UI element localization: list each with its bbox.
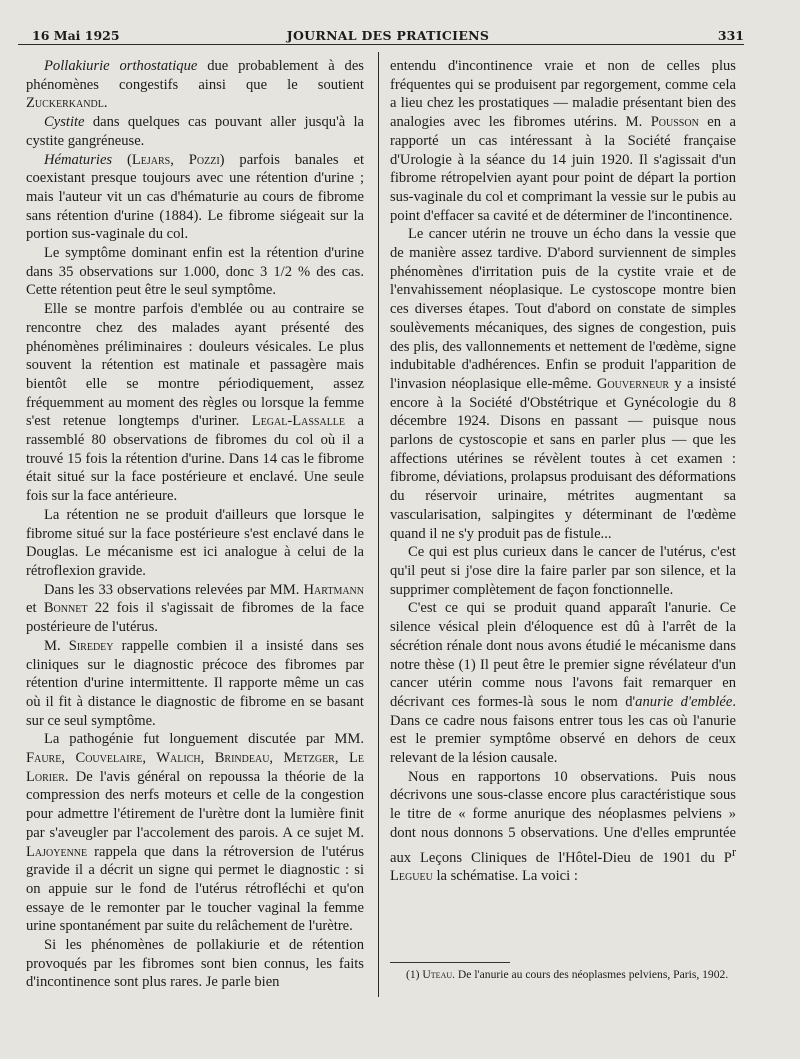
text: , <box>170 151 189 168</box>
text: dans quelques cas pouvant aller jusqu'à la cystite gangréneuse. <box>26 114 364 149</box>
author-name: Pousson <box>650 114 699 131</box>
text: entendu d'incontinence vraie et non de celles plus fréquentes qui se produisent par regorgement, comme cela a lieu chez les prostatiques — maladie présentant bien des analogies avec les fibromes utérins. M. <box>390 58 736 131</box>
text: . <box>103 95 108 112</box>
text: et <box>26 600 44 617</box>
header-rule <box>18 44 744 45</box>
text: a rassemblé 80 observations de fibromes du col où il a trouvé 15 fois la rétention d'urine. Dans 14 cas le fibrome était situé sur la face postérieure et enclavé. Une seule fois sur la face antérieure. <box>26 413 364 505</box>
author-name: Legueu <box>390 868 433 885</box>
paragraph: Si les phénomènes de pollakiurie et de rétention provoqués par les fibromes sont bien connus, les faits d'incontinence sont plus rares. Je parle bien <box>26 937 364 991</box>
paragraph <box>26 730 364 936</box>
author-name: Pozzi <box>188 151 220 168</box>
text: . Dans ce cadre nous faisons entrer tous les cas où l'anurie est le premier symptôme observé en dehors de ceux relevant de la lésion causale. <box>390 693 736 767</box>
paragraph <box>390 57 736 225</box>
text: en a rapporté un cas intéressant à la Société française d'Urologie à la séance du 14 juin 1920. Il s'agissait d'un fibrome rétropelvien ayant pour point de départ la portion sus-vaginale du col et comprimant la vessie sur le pubis au point d'effacer sa cavité et de déterminer de l'incontinence. <box>390 114 736 224</box>
paragraph: La rétention ne se produit d'ailleurs que lorsque le fibrome situé sur la face postérieure s'est enclavé dans le Douglas. Le mécanisme est ici analogue à celui de la rétroflexion gravide. <box>26 506 364 579</box>
paragraph <box>390 768 736 886</box>
author-name: Lajoyenne <box>26 843 88 860</box>
paragraph: Le symptôme dominant enfin est la rétention d'urine dans 35 observations sur 1.000, donc 3 1/2 % des cas. Cette rétention peut être le seul symptôme. <box>26 245 364 299</box>
text: M. <box>44 637 69 654</box>
paragraph <box>26 300 364 506</box>
text: Le cancer utérin ne trouve un écho dans la vessie que de manière assez tardive. D'abord surviennent de simples phénomènes d'irritation puis de la cystite vraie et de l'envahissement néoplasique. Le cystoscope montre bien ces diverses étapes. Tout d'abord on constate de simples soulèvements mécaniques, des signes de congestion, puis des plis, des vallonnements et nettement de l'œdème, signe indubitable d'adhérences. Enfin se produit l'apparition de l'invasion néoplasique elle-même. <box>390 226 736 392</box>
left-column <box>26 57 364 992</box>
term: Pollakiurie orthostatique <box>44 58 198 74</box>
running-header <box>32 26 744 46</box>
author-name: Zuckerkandl <box>26 95 104 112</box>
term: Cystite <box>44 114 85 131</box>
author-name: Legal-Lassalle <box>251 413 346 430</box>
paragraph <box>26 581 364 637</box>
footnote-rule <box>390 962 510 963</box>
page-number: 331 <box>717 28 744 43</box>
term: Hématuries <box>44 151 113 168</box>
paragraph: Ce qui est plus curieux dans le cancer de l'utérus, c'est qu'il peut si j'ose dire la faire parler par son silence, et la supprimer complètement de façon fonctionnelle. <box>390 544 736 598</box>
footnote <box>392 968 732 982</box>
journal-title: JOURNAL DES PRATICIENS <box>286 28 490 43</box>
author-name: Bonnet <box>43 600 88 617</box>
term: anurie d'emblée <box>635 693 733 710</box>
paragraph <box>26 637 364 731</box>
text: ) parfois banales et coexistant presque toujours avec une rétention d'urine ; mais l'auteur vit un cas d'hématurie au cours de fibrome sans rétention d'urine (1884). Le fibrome siégeait sur la portion sus-vaginale du col. <box>26 151 365 243</box>
text: 22 fois il s'agissait de fibromes de la face postérieure de l'utérus. <box>26 600 364 636</box>
paragraph <box>26 113 364 150</box>
author-name: Lejars <box>131 151 171 168</box>
right-column <box>390 57 736 886</box>
text: . De l'anurie au cours des néoplasmes pelviens, Paris, 1902. <box>452 968 729 981</box>
text: la schématise. La voici : <box>432 868 578 885</box>
paragraph <box>26 151 364 245</box>
text: Dans les 33 observations relevées par MM. <box>44 581 304 598</box>
text: rappela que dans la rétroversion de l'utérus gravide il a décrit un signe qui permet le diagnostic : si on appuie sur le fond de l'utérus rétrofléchi et qu'on essaye de le remonter par le toucher vaginal la femme urine spontanément par suite du relâchement de l'urètre. <box>26 843 364 935</box>
text: La pathogénie fut longuement discutée par MM. <box>44 731 364 748</box>
author-names: Faure, Couvelaire, Walich, Brindeau, Metzger, Le Lorier <box>26 750 364 785</box>
text: Nous en rapportons 10 observations. Puis nous décrivons une sous-classe encore plus caractéristique sous le titre de « forme anurique des néoplasmes pelviens » dont nous donnons 5 observations. Une d'elles empruntée aux Leçons Cliniques de l'Hôtel-Dieu de 1901 du P <box>390 768 736 866</box>
paragraph <box>390 225 736 543</box>
author-name: Hartmann <box>303 581 364 598</box>
column-divider <box>378 52 379 997</box>
text: y a insisté encore à la Société d'Obstétrique et Gynécologie du 8 décembre 1924. Disons en passant — puisque nous parlons de cystoscopie et sans en parler plus — que les affections utérines se révèlent toutes à cet examen : fibrome, déviations, prolapsus produisant des déformations du réservoir urinaire, métrites augmentant sa vascularisation, salpingites y déterminant de l'œdème quand il ne s'y produit pas de fistule... <box>390 375 736 542</box>
issue-date: 16 Mai 1925 <box>32 28 120 43</box>
superscript: r <box>731 844 736 859</box>
text: ( <box>112 151 132 168</box>
author-name: Siredey <box>68 637 114 654</box>
author-name: Uteau <box>422 968 453 981</box>
paragraph <box>390 599 736 767</box>
text: rappelle combien il a insisté dans ses cliniques sur le diagnostic précoce des fibromes par rétention d'urine intermittente. Il rapporte même un cas où il fit à distance le diagnostic de fibrome en se basant sur ce seul symptôme. <box>26 637 364 729</box>
text: C'est ce qui se produit quand apparaît l'anurie. Ce silence vésical plein d'éloquence est dû à l'arrêt de la sécrétion rénale dont nous avons étudié le mécanisme dans notre thèse (1) Il peut être le premier signe révélateur d'un cancer utérin comme nous l'avons fait remarquer en décrivant ces formes-là sous le nom d' <box>390 600 736 710</box>
text: due probablement à des phénomènes congestifs ainsi que le soutient <box>26 58 364 93</box>
text: Elle se montre parfois d'emblée ou au contraire se rencontre chez des malades ayant présenté des phénomènes préliminaires : douleurs vésicales. Le plus souvent la rétention est matinale et passagère mais bientôt elle se montre périodiquement, assez fréquemment au moment des règles ou lorsque la femme s'est retenue longtemps d'uriner. <box>26 301 364 430</box>
text: . De l'avis général on repoussa la théorie de la compression des nerfs moteurs et celle de la congestion pour admettre l'étirement de l'urètre dont la lumière finit par s'aveugler par l'accolement des parois. A ce sujet M. <box>26 768 364 841</box>
paragraph <box>26 57 364 113</box>
footnote-marker: (1) <box>406 968 423 981</box>
author-name: Gouverneur <box>596 375 670 392</box>
